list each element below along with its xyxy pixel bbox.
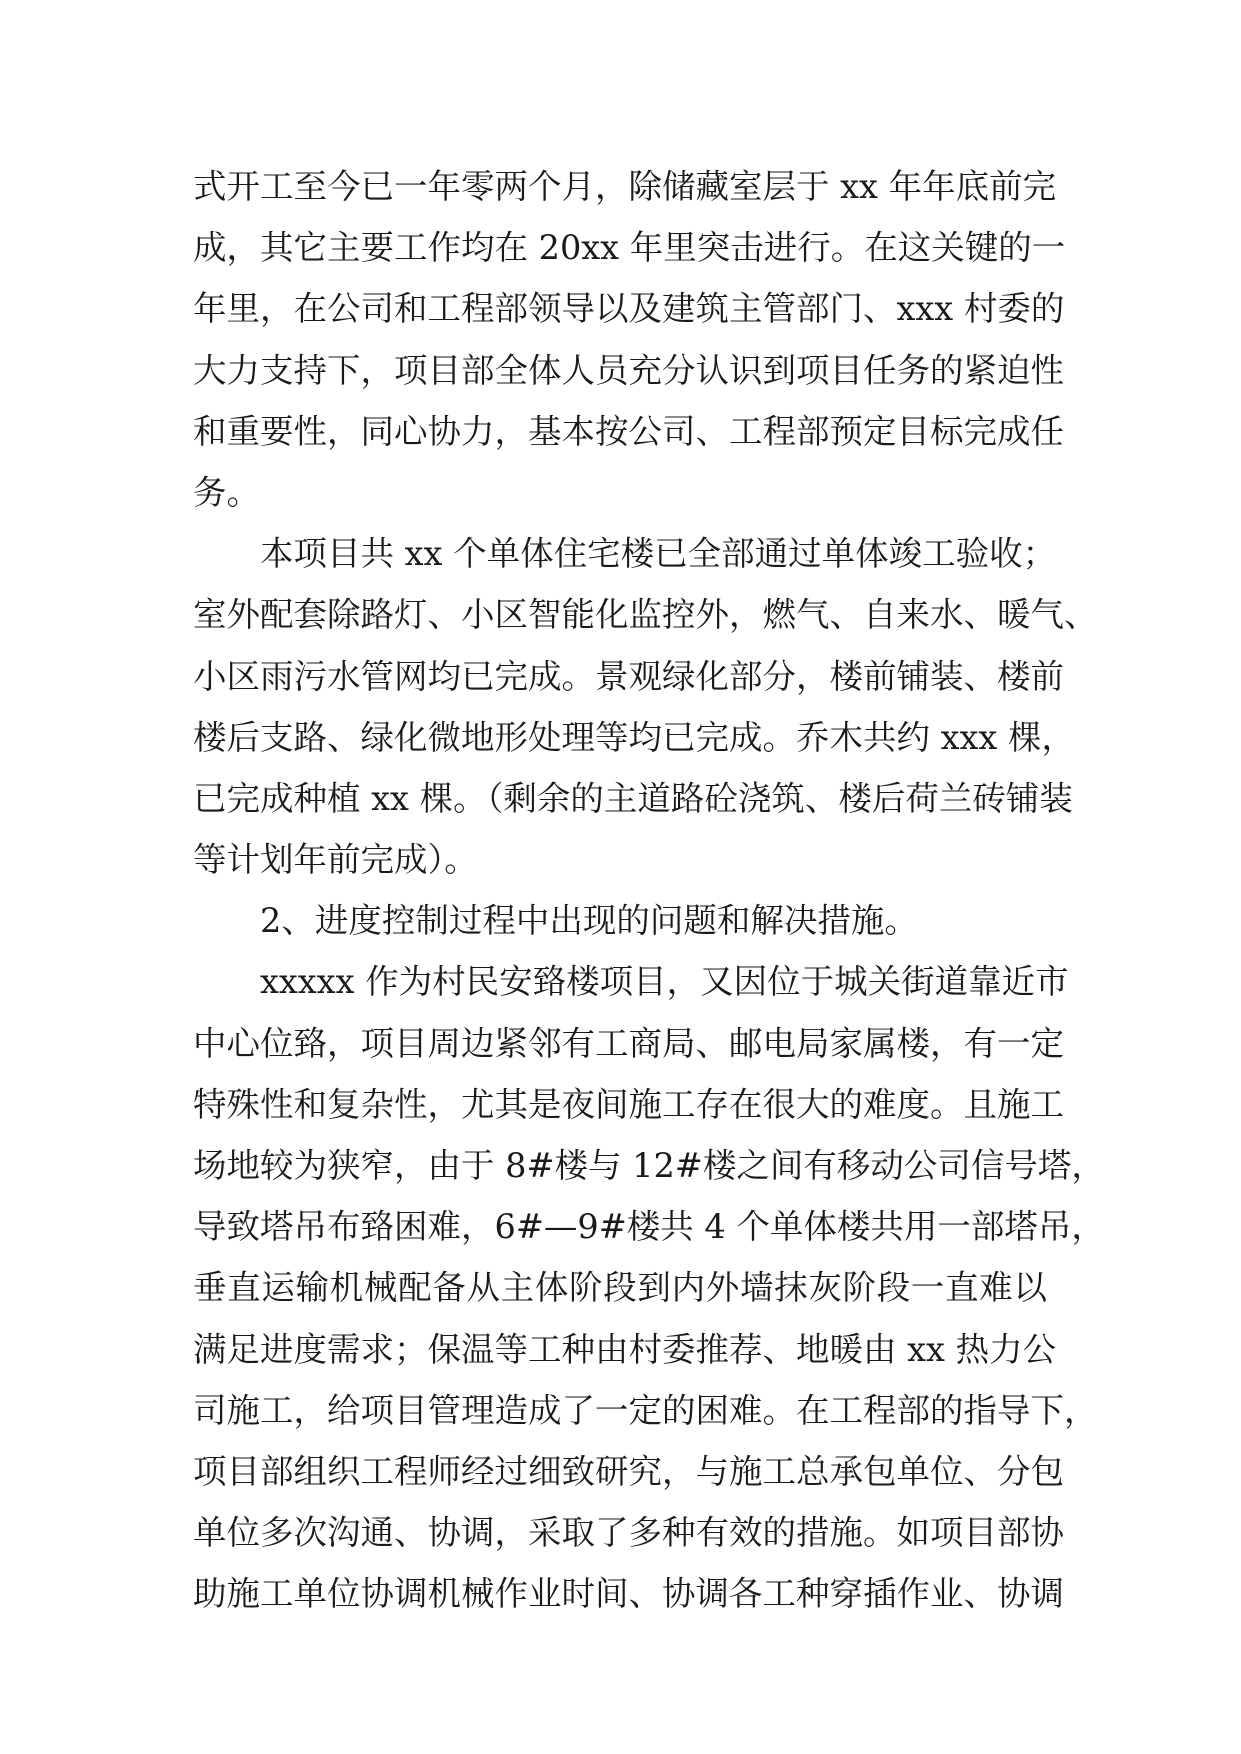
text-line: 已完成种植 xx 棵。（剩余的主道路砼浇筑、楼后荷兰砖铺装 xyxy=(193,778,1073,818)
text-line: 单位多次沟通、协调，采取了多种有效的措施。如项目部协 xyxy=(193,1513,1064,1553)
text-line: 特殊性和复杂性，尤其是夜间施工存在很大的难度。且施工 xyxy=(193,1084,1064,1124)
section-heading xyxy=(193,890,1047,951)
text-line: 中心位臵，项目周边紧邻有工商局、邮电局家属楼，有一定 xyxy=(193,1023,1064,1063)
paragraph-problems-and-measures xyxy=(193,951,1105,1624)
text-line: 小区雨污水管网均已完成。景观绿化部分，楼前铺装、楼前 xyxy=(193,656,1064,696)
text-line: 项目部组织工程师经过细致研究，与施工总承包单位、分包 xyxy=(193,1451,1064,1491)
text-line: 楼后支路、绿化微地形处理等均已完成。乔木共约 xxx 棵， xyxy=(193,717,1075,757)
paragraph-progress-summary xyxy=(193,156,1066,523)
text-line: 场地较为狭窄，由于 8#楼与 12#楼之间有移动公司信号塔， xyxy=(193,1146,1105,1185)
text-line: 成，其它主要工作均在 20xx 年里突击进行。在这关键的一 xyxy=(193,228,1066,268)
text-line: 司施工，给项目管理造成了一定的困难。在工程部的指导下， xyxy=(193,1390,1098,1430)
text-line: 务。 xyxy=(193,472,260,512)
text-line: 等计划年前完成）。 xyxy=(193,840,478,880)
text-line: 助施工单位协调机械作业时间、协调各工种穿插作业、协调 xyxy=(193,1574,1064,1614)
section-heading-text: 2、进度控制过程中出现的问题和解决措施。 xyxy=(260,901,918,941)
paragraph-completion-status xyxy=(193,523,1098,890)
text-line: 年里，在公司和工程部领导以及建筑主管部门、xxx 村委的 xyxy=(193,289,1065,329)
text-line: xxxxx 作为村民安臵楼项目，又因位于城关街道靠近市 xyxy=(260,962,1069,1002)
text-line: 导致塔吊布臵困难，6#—9#楼共 4 个单体楼共用一部塔吊， xyxy=(193,1207,1105,1247)
text-line: 大力支持下，项目部全体人员充分认识到项目任务的紧迫性 xyxy=(193,350,1064,390)
text-line: 式开工至今已一年零两个月，除储藏室层于 xx 年年底前完 xyxy=(193,167,1057,206)
text-line: 垂直运输机械配备从主体阶段到内外墙抹灰阶段一直难以 xyxy=(193,1268,1047,1308)
text-line: 满足进度需求；保温等工种由村委推荐、地暖由 xx 热力公 xyxy=(193,1329,1057,1369)
text-line: 和重要性，同心协力，基本按公司、工程部预定目标完成任 xyxy=(193,411,1064,451)
text-line: 室外配套除路灯、小区智能化监控外，燃气、自来水、暖气、 xyxy=(193,595,1098,635)
text-line: 本项目共 xx 个单体住宅楼已全部通过单体竣工验收； xyxy=(260,534,1057,574)
document-body xyxy=(193,156,1105,1625)
